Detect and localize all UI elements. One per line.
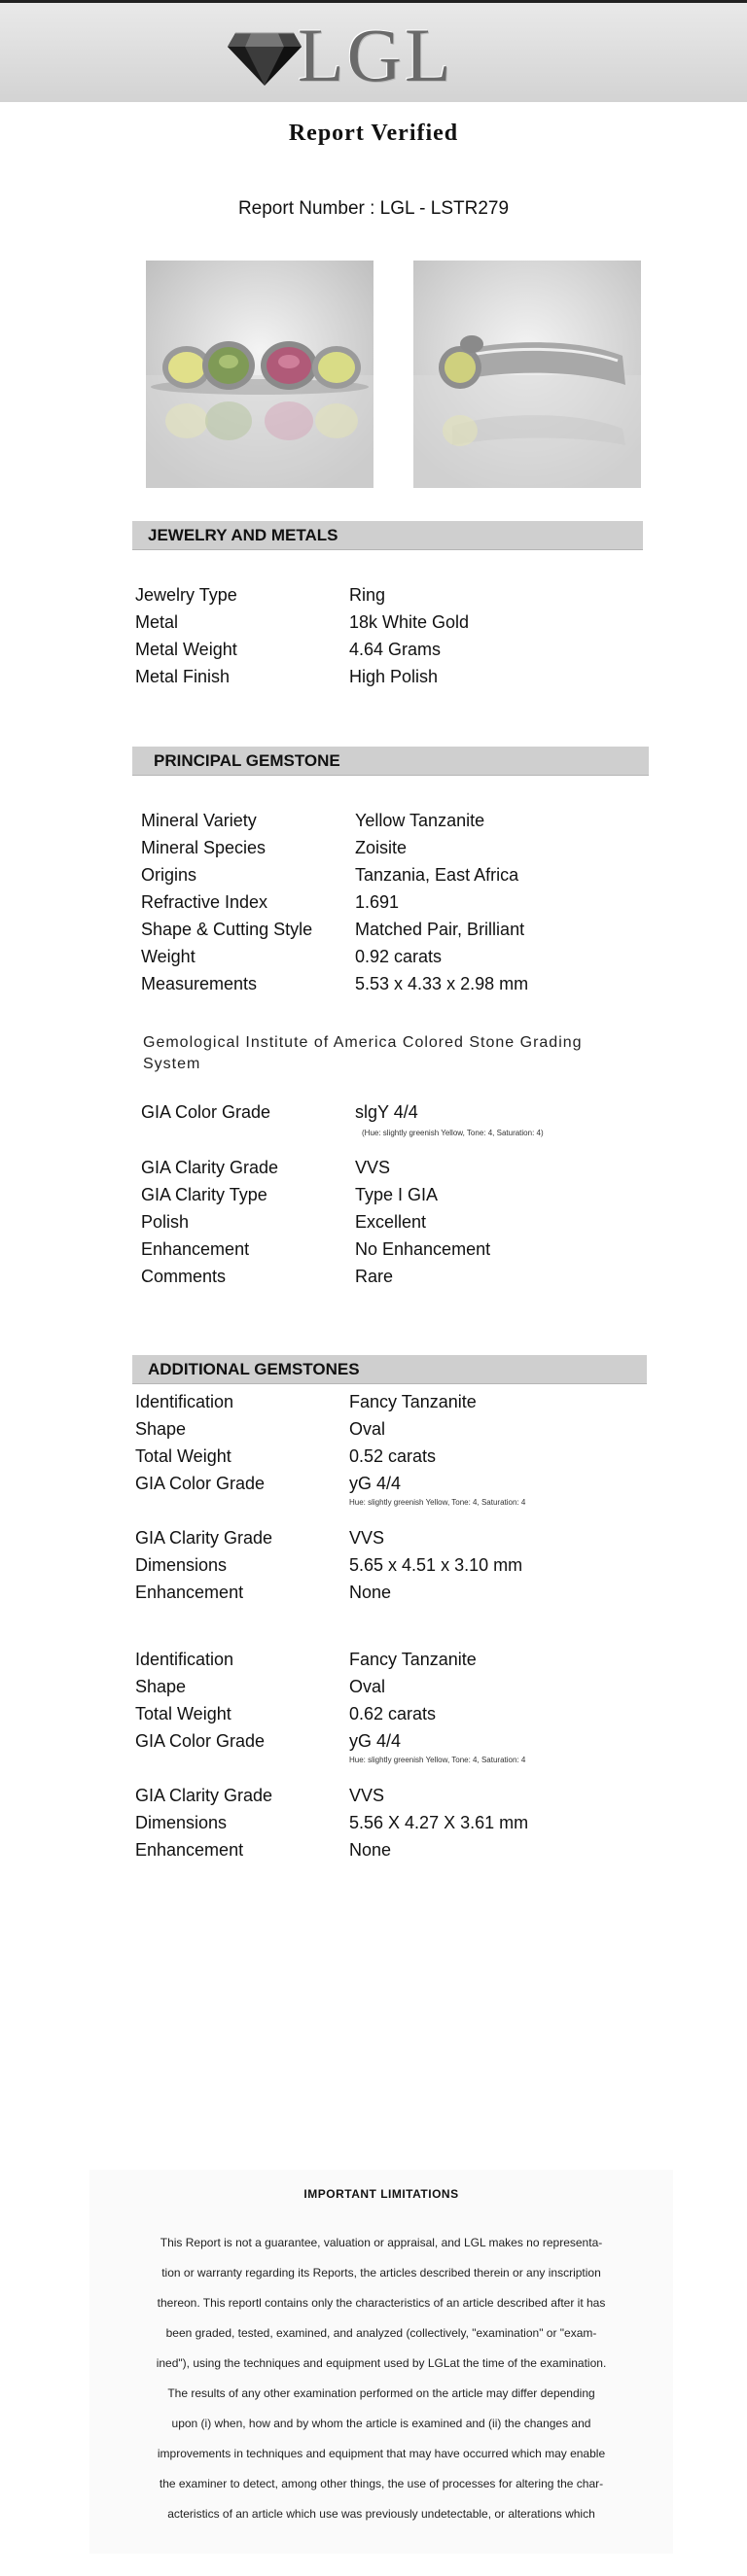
- detail-label: Total Weight: [135, 1704, 231, 1723]
- detail-value: 1.691: [355, 892, 400, 912]
- detail-row: [135, 636, 602, 663]
- detail-row: [141, 1098, 608, 1126]
- detail-row: [141, 1263, 608, 1290]
- color-grade-note: Hue: slightly greenish Yellow, Tone: 4, Saturation: 4: [349, 1498, 526, 1507]
- detail-label: GIA Clarity Grade: [141, 1158, 279, 1177]
- detail-label: GIA Clarity Type: [141, 1185, 267, 1204]
- detail-row: [135, 1388, 602, 1415]
- limitations-line: tion or warranty regarding its Reports, the articles described therein or any inscription: [161, 2266, 601, 2280]
- jewelry-details: [135, 581, 602, 690]
- detail-value: VVS: [349, 1786, 385, 1805]
- detail-value: yG 4/4: [349, 1474, 402, 1493]
- detail-value: Ring: [349, 585, 386, 605]
- page-title: Report Verified: [288, 121, 459, 146]
- detail-label: Dimensions: [135, 1813, 228, 1832]
- limitations-line: thereon. This reportl contains only the characteristics of an article described after it has: [157, 2296, 606, 2310]
- limitations-title: IMPORTANT LIMITATIONS: [303, 2187, 459, 2201]
- section-heading: PRINCIPAL GEMSTONE: [154, 751, 340, 770]
- principal-details-2: [141, 1154, 608, 1290]
- detail-value: 5.65 x 4.51 x 3.10 mm: [349, 1555, 523, 1575]
- detail-row: [141, 1236, 608, 1263]
- limitations-line: improvements in techniques and equipment that may have occurred which may enable: [157, 2447, 606, 2460]
- section-principal-gemstone: [132, 747, 649, 776]
- detail-value: Matched Pair, Brilliant: [355, 920, 525, 939]
- detail-value: 0.92 carats: [355, 947, 443, 966]
- detail-value: 5.53 x 4.33 x 2.98 mm: [355, 974, 529, 993]
- detail-value: Oval: [349, 1419, 386, 1439]
- section-additional-gemstones: [132, 1355, 647, 1384]
- detail-label: Jewelry Type: [135, 585, 237, 605]
- limitations-line: This Report is not a guarantee, valuation or appraisal, and LGL makes no representa-: [160, 2236, 603, 2249]
- detail-label: Metal Weight: [135, 640, 237, 659]
- detail-label: Metal: [135, 612, 179, 632]
- detail-row: [135, 1470, 602, 1497]
- section-heading: JEWELRY AND METALS: [148, 526, 338, 544]
- detail-row: [135, 581, 602, 609]
- detail-label: GIA Clarity Grade: [135, 1528, 273, 1548]
- detail-label: Shape & Cutting Style: [141, 920, 313, 939]
- detail-value: 5.56 X 4.27 X 3.61 mm: [349, 1813, 529, 1832]
- detail-value: Tanzania, East Africa: [355, 865, 519, 885]
- detail-row: [135, 1809, 602, 1836]
- detail-label: Total Weight: [135, 1446, 231, 1466]
- limitations-line: the examiner to detect, among other things, the use of processes for altering the char-: [159, 2477, 604, 2490]
- detail-row: [135, 1727, 602, 1755]
- detail-row: [141, 1181, 608, 1208]
- detail-row: [135, 663, 602, 690]
- detail-value: Zoisite: [355, 838, 408, 857]
- detail-value: Yellow Tanzanite: [355, 811, 485, 830]
- detail-value: 4.64 Grams: [349, 640, 442, 659]
- detail-row: [135, 1524, 602, 1551]
- important-limitations: [89, 2170, 673, 2554]
- additional-stone-1: [135, 1388, 602, 1497]
- detail-row: [141, 1208, 608, 1236]
- header-banner: [0, 3, 747, 102]
- detail-value: None: [349, 1583, 392, 1602]
- detail-row: [141, 943, 608, 970]
- detail-label: Shape: [135, 1419, 187, 1439]
- color-grade-note: (Hue: slightly greenish Yellow, Tone: 4, Saturation: 4): [362, 1129, 544, 1137]
- additional-stone-2: [135, 1646, 602, 1755]
- detail-row: [135, 609, 602, 636]
- detail-value: VVS: [355, 1158, 391, 1177]
- detail-value: No Enhancement: [355, 1239, 491, 1259]
- detail-value: Type I GIA: [355, 1185, 439, 1204]
- gia-heading-line: System: [143, 1056, 201, 1072]
- detail-value: Rare: [355, 1267, 394, 1286]
- detail-label: GIA Color Grade: [135, 1474, 266, 1493]
- detail-label: GIA Color Grade: [141, 1102, 271, 1122]
- detail-row: [135, 1415, 602, 1443]
- detail-label: Origins: [141, 865, 197, 885]
- detail-value: 0.62 carats: [349, 1704, 437, 1723]
- detail-value: yG 4/4: [349, 1731, 402, 1751]
- detail-value: High Polish: [349, 667, 439, 686]
- detail-label: GIA Color Grade: [135, 1731, 266, 1751]
- additional-stone-1-details: [135, 1524, 602, 1606]
- detail-row: [141, 861, 608, 888]
- detail-label: Polish: [141, 1212, 190, 1232]
- detail-value: 0.52 carats: [349, 1446, 437, 1466]
- limitations-line: acteristics of an article which use was previously undetectable, or alterations which: [167, 2507, 595, 2521]
- color-grade-note: Hue: slightly greenish Yellow, Tone: 4, Saturation: 4: [349, 1756, 526, 1764]
- limitations-line: The results of any other examination performed on the article may differ depending: [167, 2386, 595, 2400]
- detail-label: Mineral Variety: [141, 811, 257, 830]
- detail-value: 18k White Gold: [349, 612, 470, 632]
- gia-grading-heading: [143, 1032, 610, 1075]
- report-number: Report Number : LGL - LSTR279: [237, 198, 510, 219]
- detail-label: Dimensions: [135, 1555, 228, 1575]
- diamond-icon: [226, 23, 303, 87]
- detail-value: Excellent: [355, 1212, 427, 1232]
- limitations-line: upon (i) when, how and by whom the article is examined and (ii) the changes and: [171, 2417, 591, 2430]
- gia-heading-line: Gemological Institute of America Colored Stone Grading: [143, 1034, 583, 1051]
- limitations-body: [89, 2228, 673, 2529]
- detail-label: Enhancement: [135, 1840, 244, 1860]
- detail-label: GIA Clarity Grade: [135, 1786, 273, 1805]
- detail-row: [135, 1443, 602, 1470]
- ring-side-photo: [413, 261, 641, 488]
- detail-label: Measurements: [141, 974, 258, 993]
- detail-label: Mineral Species: [141, 838, 267, 857]
- detail-row: [141, 834, 608, 861]
- limitations-line: ined"), using the techniques and equipment used by LGLat the time of the examination.: [156, 2356, 607, 2370]
- detail-label: Enhancement: [135, 1583, 244, 1602]
- detail-value: Oval: [349, 1677, 386, 1696]
- detail-row: [141, 1154, 608, 1181]
- detail-value: slgY 4/4: [355, 1102, 418, 1122]
- detail-row: [135, 1646, 602, 1673]
- ring-front-photo: [146, 261, 374, 488]
- detail-value: VVS: [349, 1528, 385, 1548]
- detail-row: [135, 1836, 602, 1863]
- principal-details: [141, 807, 608, 997]
- detail-row: [135, 1782, 602, 1809]
- detail-row: [135, 1579, 602, 1606]
- detail-row: [141, 916, 608, 943]
- detail-row: [135, 1673, 602, 1700]
- detail-label: Identification: [135, 1650, 234, 1669]
- detail-label: Identification: [135, 1392, 234, 1411]
- section-jewelry-and-metals: [132, 521, 643, 550]
- detail-label: Enhancement: [141, 1239, 250, 1259]
- detail-row: [135, 1700, 602, 1727]
- limitations-line: been graded, tested, examined, and analyzed (collectively, "examination" or "exam-: [165, 2326, 597, 2340]
- detail-label: Shape: [135, 1677, 187, 1696]
- principal-color-grade: [141, 1098, 608, 1126]
- detail-row: [135, 1551, 602, 1579]
- detail-label: Comments: [141, 1267, 227, 1286]
- detail-label: Refractive Index: [141, 892, 268, 912]
- section-heading: ADDITIONAL GEMSTONES: [148, 1360, 360, 1378]
- detail-label: Weight: [141, 947, 196, 966]
- additional-stone-2-details: [135, 1782, 602, 1863]
- detail-value: Fancy Tanzanite: [349, 1650, 477, 1669]
- detail-label: Metal Finish: [135, 667, 231, 686]
- lgl-logo[interactable]: [226, 13, 454, 97]
- detail-row: [141, 888, 608, 916]
- logo-text: LGL: [298, 13, 454, 97]
- detail-value: None: [349, 1840, 392, 1860]
- detail-row: [141, 807, 608, 834]
- detail-row: [141, 970, 608, 997]
- detail-value: Fancy Tanzanite: [349, 1392, 477, 1411]
